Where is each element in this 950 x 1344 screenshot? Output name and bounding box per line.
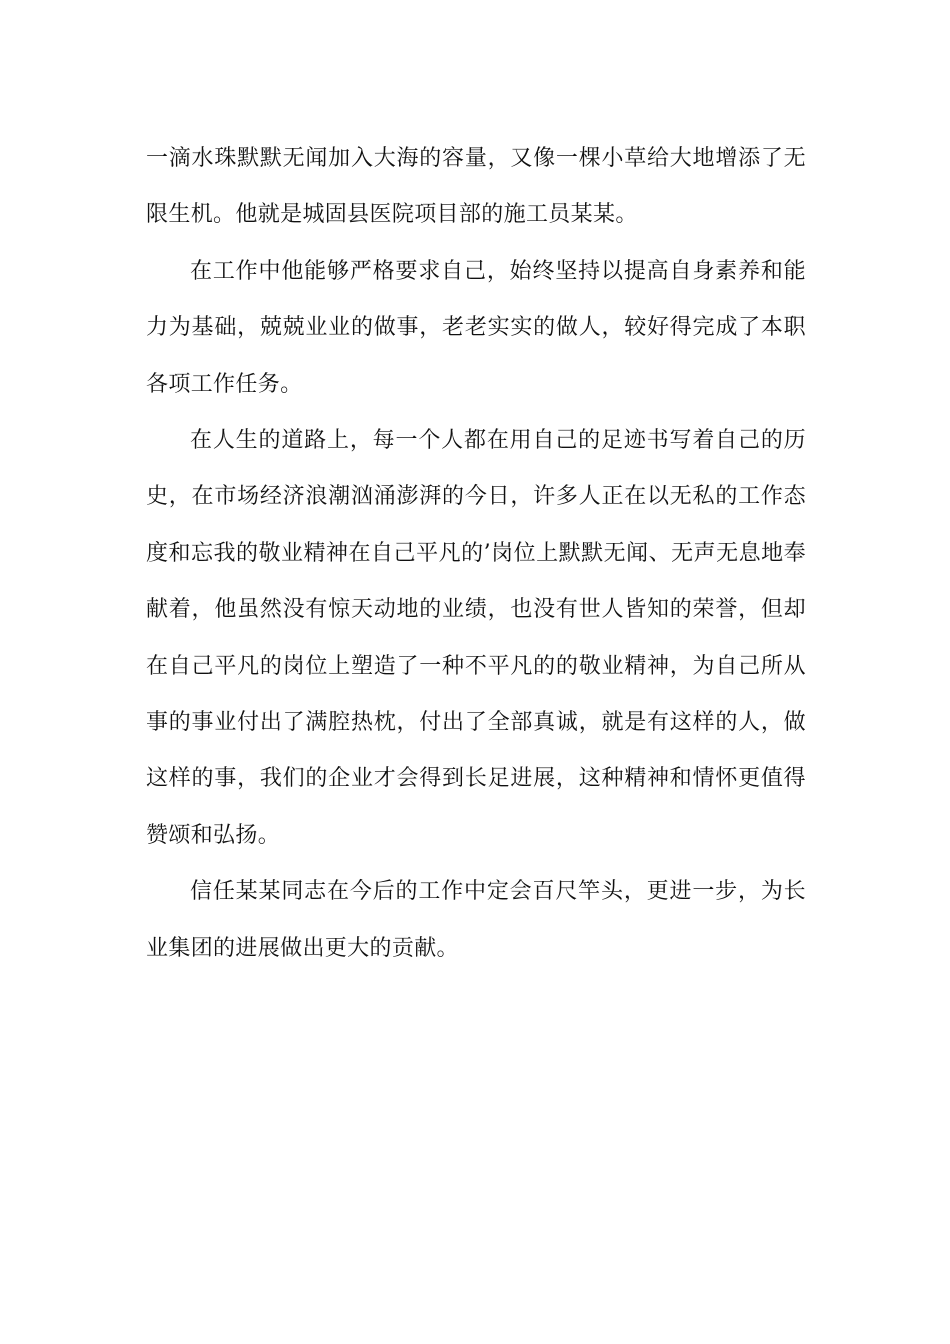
text-line: 在人生的道路上，每一个人都在用自己的足迹书写着自己的历 (190, 428, 806, 454)
text-line: 限生机。他就是城固县医院项目部的施工员某某。 (146, 202, 638, 228)
text-line: 事的事业付出了满腔热枕，付出了全部真诚，就是有这样的人，做 (146, 710, 806, 736)
paragraph-4 (146, 864, 806, 977)
text-line: 在工作中他能够严格要求自己，始终坚持以提高自身素养和能 (190, 258, 806, 284)
text-line: 在自己平凡的岗位上塑造了一种不平凡的的敬业精神，为自己所从 (146, 653, 806, 679)
paragraph-1 (146, 131, 806, 244)
text-line: 一滴水珠默默无闻加入大海的容量，又像一棵小草给大地增添了无 (146, 146, 806, 171)
text-line: 力为基础，兢兢业业的做事，老老实实的做人，较好得完成了本职 (146, 315, 806, 341)
text-line: 这样的事，我们的企业才会得到长足进展，这种精神和情怀更值得 (146, 766, 806, 792)
text-line: 度和忘我的敬业精神在自己平凡的’岗位上默默无闻、无声无息地奉 (146, 540, 806, 566)
text-line: 信任某某同志在今后的工作中定会百尺竿头，更进一步，为长 (190, 879, 806, 905)
text-line: 赞颂和弘扬。 (146, 822, 281, 848)
paragraph-2 (146, 244, 806, 413)
body-text (146, 131, 806, 977)
text-line: 业集团的进展做出更大的贡献。 (146, 935, 459, 961)
text-line: 各项工作任务。 (146, 371, 303, 397)
text-line: 史，在市场经济浪潮汹涌澎湃的今日，许多人正在以无私的工作态 (146, 484, 806, 510)
text-line: 献着，他虽然没有惊天动地的业绩，也没有世人皆知的荣誉，但却 (146, 597, 806, 623)
paragraph-3 (146, 413, 806, 864)
